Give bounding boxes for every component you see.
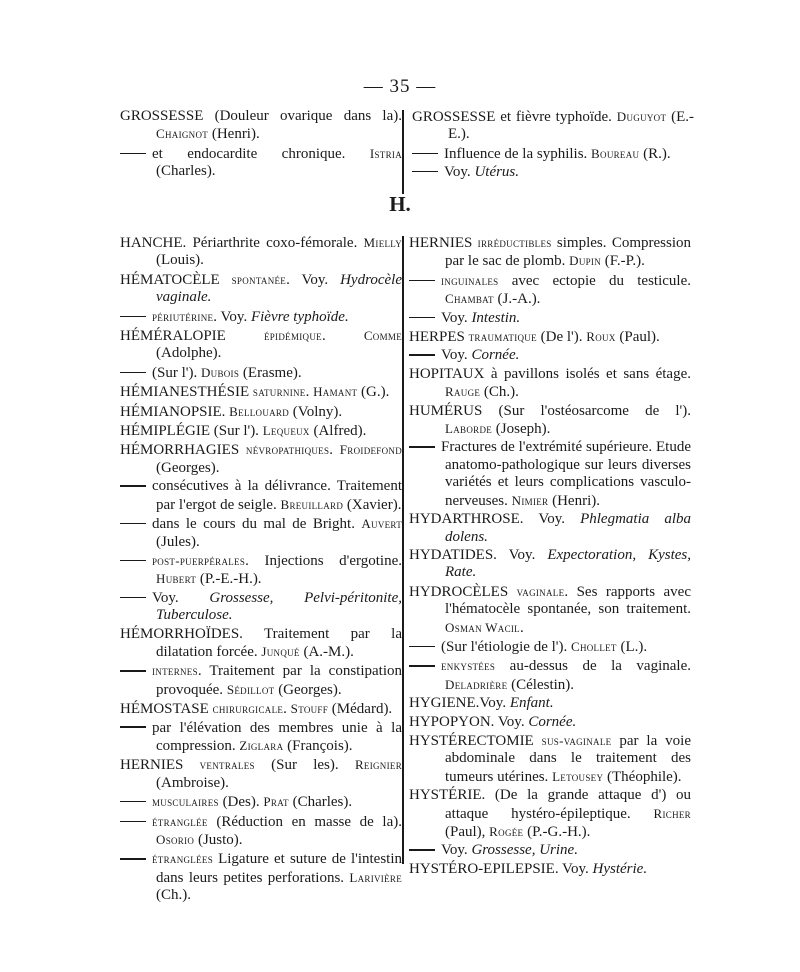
repeat-dash: [412, 164, 444, 181]
entry-text: HYDARTHROSE. Voy.: [409, 511, 581, 528]
small-caps-text: Laborde: [445, 421, 493, 437]
entry-text: .: [321, 328, 364, 345]
index-entry: [120, 441, 402, 477]
italic-reference: Fièvre typhoïde.: [250, 308, 349, 325]
small-caps-text: Reignier: [354, 757, 402, 773]
entry-text: HUMÉRUS (Sur l'ostéosarcome de l').: [409, 402, 691, 419]
small-caps-text: saturnine: [252, 384, 306, 400]
small-caps-text: Roux: [586, 329, 616, 345]
entry-text: (Sur les).: [254, 757, 355, 774]
repeat-dash: [120, 851, 152, 868]
repeat-dash: [120, 553, 152, 570]
index-entry: [120, 145, 402, 181]
entry-text: HÉMORRHAGIES: [120, 442, 246, 459]
entry-text: (P.-G.-H.).: [523, 824, 591, 840]
entry-text: (Henri).: [548, 492, 600, 509]
index-entry: [409, 842, 691, 859]
small-caps-text: chirurgicale: [212, 701, 284, 717]
index-entry: [120, 108, 402, 144]
entry-text: HANCHE. Périarthrite coxo-fémorale.: [120, 235, 364, 251]
small-caps-text: névropathiques: [245, 442, 330, 458]
repeat-dash: [409, 347, 441, 364]
entry-text: HÉMATOCÈLE: [120, 271, 232, 288]
entry-text: (L.).: [616, 638, 648, 655]
column-divider-main: [402, 236, 404, 864]
repeat-dash: [409, 439, 441, 456]
index-entry: [120, 403, 402, 421]
repeat-dash: [409, 273, 441, 290]
top-left-column: [120, 108, 402, 182]
index-entry: [409, 328, 691, 346]
entry-text: (Joseph).: [492, 421, 551, 438]
small-caps-text: sus-vaginale: [541, 732, 612, 748]
index-entry: [409, 347, 691, 364]
small-caps-text: Nimier: [511, 492, 549, 508]
index-entry: [409, 732, 691, 786]
small-caps-text: Auvert: [361, 516, 402, 532]
index-entry: [412, 164, 694, 181]
entry-text: . Injections d'ergotine.: [245, 552, 402, 569]
index-entry: [120, 590, 402, 625]
entry-text: par l'élévation des membres unie à la compression.: [152, 719, 402, 754]
small-caps-text: ventrales: [199, 757, 255, 773]
repeat-dash: [120, 590, 152, 607]
entry-text: (G.).: [357, 384, 390, 401]
entry-text: Voy.: [441, 347, 472, 364]
entry-text: (Paul),: [445, 824, 490, 840]
small-caps-text: irréductibles: [477, 235, 552, 250]
entry-text: . Voy.: [286, 271, 341, 288]
entry-text: (Volny).: [289, 403, 343, 420]
repeat-dash: [120, 478, 152, 495]
entry-text: Fractures de l'extrémité supérieure. Etude anatomo-pathologique sur leurs diverses variétés et leurs complications vasculo-nerveuses.: [441, 439, 691, 509]
entry-text: Influence de la syphilis.: [444, 145, 592, 162]
entry-text: HYSTÉRECTOMIE: [409, 732, 542, 749]
index-entry: [120, 327, 402, 363]
repeat-dash: [120, 814, 152, 831]
entry-text: (Célestin).: [507, 676, 575, 693]
index-entry: [120, 662, 402, 699]
small-caps-text: Sédillot: [226, 681, 275, 697]
entry-text: simples. Compression par le sac de plomb.: [445, 235, 691, 270]
index-entry: [412, 108, 694, 144]
entry-text: (Charles).: [288, 794, 353, 811]
entry-text: (Ch.).: [156, 887, 191, 904]
italic-reference: Cornée.: [528, 713, 577, 730]
small-caps-text: musculaires: [152, 794, 219, 810]
italic-reference: Enfant.: [509, 695, 554, 712]
small-caps-text: Junqué: [261, 643, 300, 659]
entry-text: dans le cours du mal de Bright.: [152, 516, 362, 533]
small-caps-text: inguinales: [441, 272, 499, 288]
small-caps-text: Deladrière: [445, 676, 508, 692]
repeat-dash: [120, 720, 152, 737]
repeat-dash: [120, 663, 152, 680]
entry-text: .: [283, 701, 291, 718]
entry-text: Voy.: [441, 309, 472, 326]
entry-text: (De l').: [536, 329, 587, 346]
small-caps-text: étranglées: [152, 851, 213, 867]
index-entry: [409, 366, 691, 402]
entry-text: HYGIENE.Voy.: [409, 695, 510, 712]
entry-text: GROSSESSE et fièvre typhoïde.: [412, 109, 617, 125]
small-caps-text: Chaignot: [156, 126, 209, 142]
index-entry: [409, 310, 691, 327]
index-entry: [409, 714, 691, 731]
entry-text: . Voy.: [213, 308, 251, 325]
small-caps-text: Dubois: [200, 364, 240, 380]
italic-reference: Hydrocèle vaginale.: [156, 271, 402, 306]
entry-text: HÉMIPLÉGIE (Sur l').: [120, 423, 263, 440]
index-entry: [120, 700, 402, 718]
small-caps-text: enkystées: [441, 658, 496, 674]
entry-text: HYDROCÈLES: [409, 583, 517, 600]
italic-reference: Utérus.: [474, 164, 520, 181]
entry-text: HYSTÉRIE. (De la grande attaque d') ou attaque hystéro-épileptique.: [409, 787, 691, 822]
small-caps-text: périutérine: [152, 308, 214, 324]
entry-text: (Georges).: [156, 459, 220, 476]
repeat-dash: [409, 842, 441, 859]
small-caps-text: post-puerpérales: [152, 552, 246, 568]
small-caps-text: Rogée: [489, 824, 524, 839]
small-caps-text: Breuillard: [280, 496, 344, 512]
index-entry: [409, 234, 691, 271]
index-entry: [120, 813, 402, 850]
page-number: — 35 —: [363, 76, 437, 97]
index-entry: [409, 272, 691, 309]
index-entry: [120, 271, 402, 307]
italic-reference: Grossesse, Pelvi-péritonite, Tuberculose.: [156, 589, 402, 624]
repeat-dash: [120, 146, 152, 163]
small-caps-text: Rauge: [445, 384, 481, 400]
repeat-dash: [120, 794, 152, 811]
entry-text: (Réduction en masse de la).: [207, 813, 402, 830]
small-caps-text: Letousey: [552, 768, 604, 784]
italic-reference: Hystérie.: [592, 860, 648, 877]
small-caps-text: Comme: [363, 328, 403, 344]
index-entry: [409, 695, 691, 712]
index-entry: [120, 364, 402, 382]
small-caps-text: vaginale: [516, 583, 565, 599]
entry-text: .: [329, 442, 340, 459]
entry-text: et endocardite chronique.: [152, 145, 370, 162]
repeat-dash: [120, 365, 152, 382]
entry-text: (François).: [283, 737, 353, 754]
entry-text: HÉMOSTASE: [120, 701, 213, 718]
entry-text: . Ses rapports avec l'hématocèle spontanée, son traitement.: [445, 583, 691, 618]
entry-text: Voy.: [152, 589, 210, 606]
small-caps-text: Lequeux: [262, 423, 310, 439]
section-letter: H.: [389, 192, 411, 216]
entry-text: GROSSESSE (Douleur ovarique dans la).: [120, 108, 402, 124]
entry-text: (Sur l'étiologie de l').: [441, 638, 571, 655]
entry-text: (R.).: [639, 145, 671, 162]
entry-text: (Alfred).: [309, 423, 367, 440]
index-entry: [409, 403, 691, 439]
small-caps-text: Osman Wacil: [445, 619, 520, 635]
small-caps-text: Dupin: [569, 253, 602, 269]
small-caps-text: Hubert: [156, 571, 197, 587]
index-entry: [120, 793, 402, 811]
repeat-dash: [409, 639, 441, 656]
index-entry: [409, 638, 691, 656]
small-caps-text: internes: [152, 663, 198, 679]
entry-text: avec ectopie du testicule.: [498, 272, 691, 289]
small-caps-text: étranglée: [152, 813, 208, 829]
index-entry: [120, 515, 402, 551]
entry-text: (Paul).: [615, 329, 660, 346]
entry-text: consécutives à la délivrance. Traitement par l'ergot de seigle.: [152, 478, 402, 513]
index-entry: [120, 626, 402, 662]
repeat-dash: [412, 146, 444, 163]
entry-text: (Charles).: [156, 163, 216, 180]
small-caps-text: Hamant: [313, 384, 358, 400]
small-caps-text: épidémique: [263, 328, 322, 344]
entry-text: (A.-M.).: [299, 643, 354, 660]
index-entry: [120, 383, 402, 401]
index-entry: [120, 552, 402, 589]
entry-text: HYPOPYON. Voy.: [409, 713, 529, 730]
entry-text: .: [305, 384, 314, 401]
index-entry: [120, 478, 402, 514]
left-column: [120, 234, 402, 906]
top-right-column: [412, 108, 694, 183]
index-entry: [409, 439, 691, 510]
index-entry: [120, 720, 402, 756]
small-caps-text: Richer: [653, 805, 691, 821]
entry-text: (Louis).: [156, 252, 204, 269]
index-entry: [120, 308, 402, 326]
entry-text: (Des).: [218, 794, 264, 811]
entry-text: (E.-E.).: [448, 109, 695, 143]
small-caps-text: Mielly: [363, 235, 402, 250]
entry-text: Voy.: [441, 842, 472, 859]
entry-text: (Ambroise).: [156, 774, 229, 791]
small-caps-text: Bellouard: [229, 403, 290, 419]
entry-text: Voy.: [444, 164, 475, 181]
entry-text: HOPITAUX à pavillons isolés et sans étage.: [409, 365, 691, 382]
entry-text: . Traitement par la constipation provoquée.: [156, 663, 402, 698]
entry-text: HYDATIDES. Voy.: [409, 546, 548, 563]
italic-reference: Expectoration, Kystes, Rate.: [445, 546, 691, 581]
entry-text: HÉMORRHOÏDES. Traitement par la dilatation forcée.: [120, 625, 402, 660]
column-divider-top: [402, 110, 404, 194]
entry-text: (Médard).: [328, 701, 393, 718]
entry-text: .: [519, 619, 524, 636]
small-caps-text: Froidefond: [339, 442, 402, 458]
small-caps-text: spontanée: [231, 271, 287, 287]
right-column: [409, 234, 691, 879]
small-caps-text: Boureau: [591, 145, 640, 161]
entry-text: (Xavier).: [343, 496, 402, 513]
entry-text: (Justo).: [194, 832, 243, 848]
repeat-dash: [120, 516, 152, 533]
entry-text: HERPES: [409, 329, 469, 346]
index-entry: [412, 145, 694, 163]
entry-text: (Sur l').: [152, 364, 201, 381]
entry-text: (Erasme).: [239, 364, 302, 381]
index-entry: [409, 547, 691, 582]
index-entry: [409, 583, 691, 637]
italic-reference: Phlegmatia alba dolens.: [445, 511, 691, 545]
small-caps-text: Ziglara: [239, 737, 284, 753]
index-entry: [120, 756, 402, 792]
entry-text: par la voie abdominale dans le traitement des tumeurs utérines.: [445, 732, 691, 785]
entry-text: HÉMIANESTHÉSIE: [120, 384, 253, 401]
small-caps-text: Prat: [263, 794, 289, 810]
entry-text: (J.-A.).: [493, 291, 541, 308]
entry-text: au-dessus de la vaginale.: [495, 658, 691, 675]
index-entry: [409, 787, 691, 841]
small-caps-text: Larivière: [349, 869, 402, 885]
repeat-dash: [409, 310, 441, 327]
entry-text: HÉMÉRALOPIE: [120, 328, 264, 345]
entry-text: (Henri).: [208, 126, 260, 143]
index-entry: [409, 657, 691, 694]
entry-text: (F.-P.).: [601, 253, 645, 270]
index-entry: [120, 234, 402, 270]
entry-text: (P.-E.-H.).: [196, 571, 262, 588]
entry-text: (Ch.).: [480, 384, 519, 401]
entry-text: (Jules).: [156, 533, 200, 550]
entry-text: HYSTÉRO-EPILEPSIE. Voy.: [409, 860, 593, 877]
small-caps-text: Chambat: [445, 291, 494, 307]
entry-text: Ligature et suture de l'intestin dans leurs petites perforations.: [156, 851, 402, 886]
entry-text: HÉMIANOPSIE.: [120, 403, 230, 420]
index-entry: [120, 422, 402, 440]
small-caps-text: Chollet: [570, 638, 617, 654]
entry-text: HERNIES: [409, 235, 478, 251]
entry-text: HERNIES: [120, 757, 200, 774]
entry-text: (Georges).: [274, 681, 342, 698]
italic-reference: Grossesse, Urine.: [471, 842, 578, 859]
entry-text: (Théophile).: [603, 768, 682, 785]
index-entry: [409, 861, 691, 878]
small-caps-text: Istria: [369, 145, 402, 161]
small-caps-text: Duguyot: [616, 109, 667, 124]
italic-reference: Intestin.: [471, 309, 521, 326]
small-caps-text: Stouff: [290, 701, 329, 717]
repeat-dash: [120, 309, 152, 326]
index-entry: [120, 850, 402, 904]
repeat-dash: [409, 658, 441, 675]
italic-reference: Cornée.: [471, 347, 520, 364]
small-caps-text: traumatique: [468, 329, 537, 345]
small-caps-text: Osorio: [156, 832, 195, 847]
index-entry: [409, 511, 691, 546]
entry-text: (Adolphe).: [156, 345, 222, 362]
